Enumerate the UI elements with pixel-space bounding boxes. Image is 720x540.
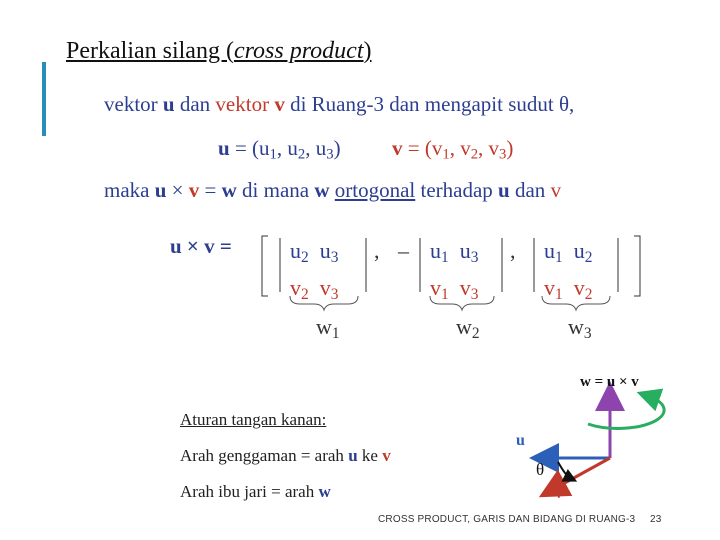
footer-text: CROSS PRODUCT, GARIS DAN BIDANG DI RUANG-3 <box>378 514 636 525</box>
w2-label: $w_2$ <box>456 314 480 342</box>
det-w2: $u_1$ $u_3$ $v_1$ $v_3$ <box>430 238 479 303</box>
grip-rule: Arah genggaman = arah u ke v <box>180 446 391 465</box>
det-w1: $u_2$ $u_3$ $v_2$ $v_3$ <box>290 238 339 303</box>
w-equation-label: w = u × v <box>580 374 639 390</box>
rule-heading: Aturan tangan kanan: <box>180 410 327 429</box>
w1-label: $w_1$ <box>316 314 340 342</box>
theta-label: θ <box>536 460 545 479</box>
thumb-rule: Arah ibu jari = arah w <box>180 482 331 501</box>
minus-sign: – <box>398 238 409 263</box>
v-definition: $v = (v_1$, $v_2$, $v_3$) <box>392 136 514 163</box>
comma-2: , <box>510 238 516 263</box>
w3-label: $w_3$ <box>568 314 592 342</box>
u-definition: $u = (u_1$, $u_2$, $u_3$) <box>218 136 341 163</box>
rotation-arrow <box>588 396 664 428</box>
formula-lhs: u × v = <box>170 234 232 258</box>
slide-title: Perkalian silang (cross product) <box>66 38 372 64</box>
u-diagram-label: u <box>516 432 525 449</box>
orthogonal-statement: maka u × v = w di mana w ortogonal terhadap u dan v <box>104 178 562 202</box>
page-number: 23 <box>650 514 662 525</box>
angle-arc <box>558 462 570 478</box>
v-diagram-label: v <box>555 486 563 502</box>
comma-1: , <box>374 238 380 263</box>
intro-line: vektor u dan vektor v di Ruang-3 dan mengapit sudut θ, <box>104 92 575 116</box>
det-w3: $u_1$ $u_2$ $v_1$ $v_2$ <box>544 238 593 303</box>
